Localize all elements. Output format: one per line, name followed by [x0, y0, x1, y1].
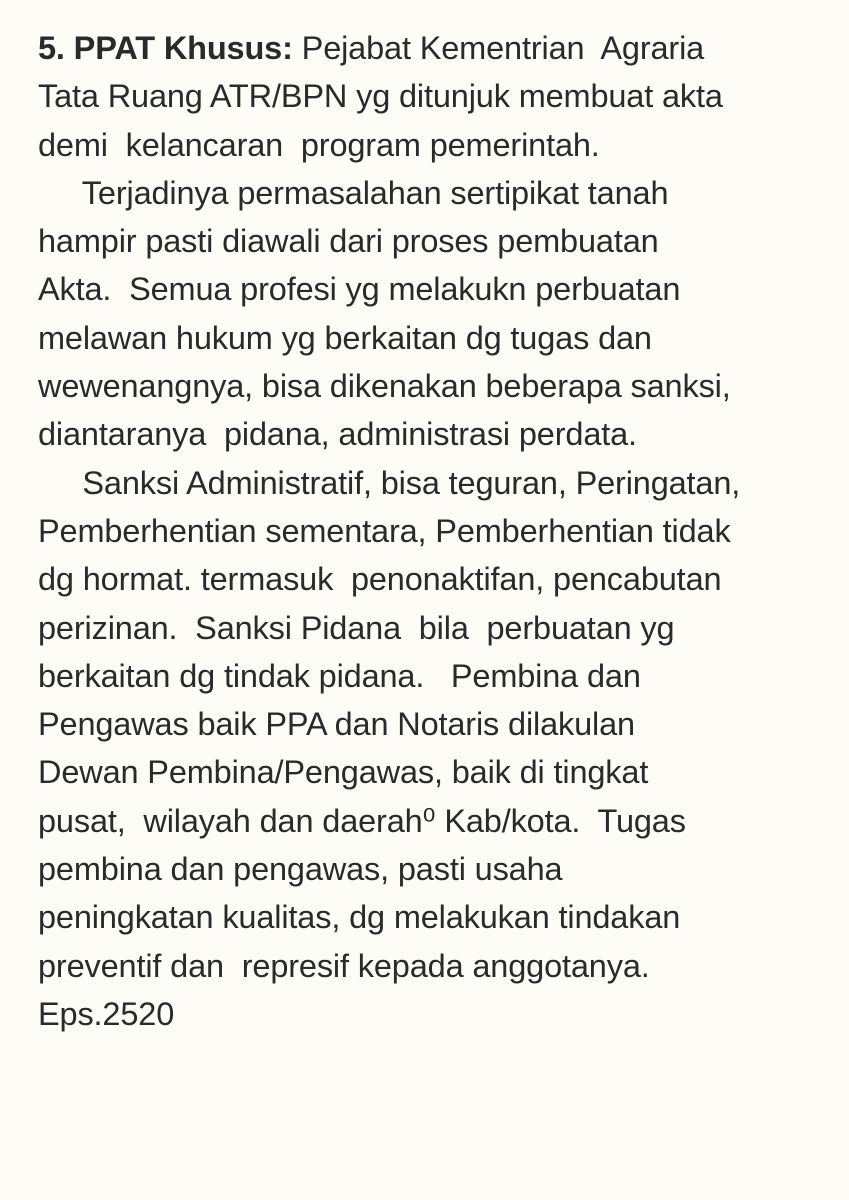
note-line-8: wewenangnya, bisa dikenakan beberapa sanksi,	[38, 368, 731, 405]
note-line-7: melawan hukum yg berkaitan dg tugas dan	[38, 319, 652, 356]
note-line-2: Tata Ruang ATR/BPN yg ditunjuk membuat akta	[38, 78, 723, 115]
note-line-6: Akta. Semua profesi yg melakukn perbuatan	[38, 271, 681, 308]
note-body	[38, 24, 838, 1038]
note-line-1-text: Pejabat Kementrian Agraria	[292, 30, 705, 66]
note-line-14: berkaitan dg tindak pidana. Pembina dan	[38, 657, 641, 694]
note-line-16: Dewan Pembina/Pengawas, baik di tingkat	[38, 754, 649, 791]
note-heading: 5. PPAT Khusus:	[38, 30, 293, 66]
note-line-19: peningkatan kualitas, dg melakukan tindakan	[38, 899, 681, 936]
note-line-1	[38, 24, 838, 72]
note-line-3: demi kelancaran program pemerintah.	[38, 126, 600, 163]
note-line-12: dg hormat. termasuk penonaktifan, pencabutan	[38, 561, 722, 598]
note-line-11: Pemberhentian sementara, Pemberhentian tidak	[38, 512, 731, 549]
note-line-13: perizinan. Sanksi Pidana bila perbuatan yg	[38, 609, 675, 646]
note-line-20: preventif dan represif kepada anggotanya.	[38, 947, 650, 984]
note-line-15: Pengawas baik PPA dan Notaris dilakulan	[38, 706, 635, 743]
note-line-5: hampir pasti diawali dari proses pembuatan	[38, 223, 659, 260]
note-signature: Eps.2520	[38, 995, 175, 1032]
note-line-9: diantaranya pidana, administrasi perdata.	[38, 416, 637, 453]
note-line-10: Sanksi Administratif, bisa teguran, Peringatan,	[38, 464, 741, 501]
note-line-17: pusat, wilayah dan daerah⁰ Kab/kota. Tugas	[38, 802, 686, 839]
note-line-4: Terjadinya permasalahan sertipikat tanah	[38, 174, 669, 211]
note-line-18: pembina dan pengawas, pasti usaha	[38, 851, 563, 888]
